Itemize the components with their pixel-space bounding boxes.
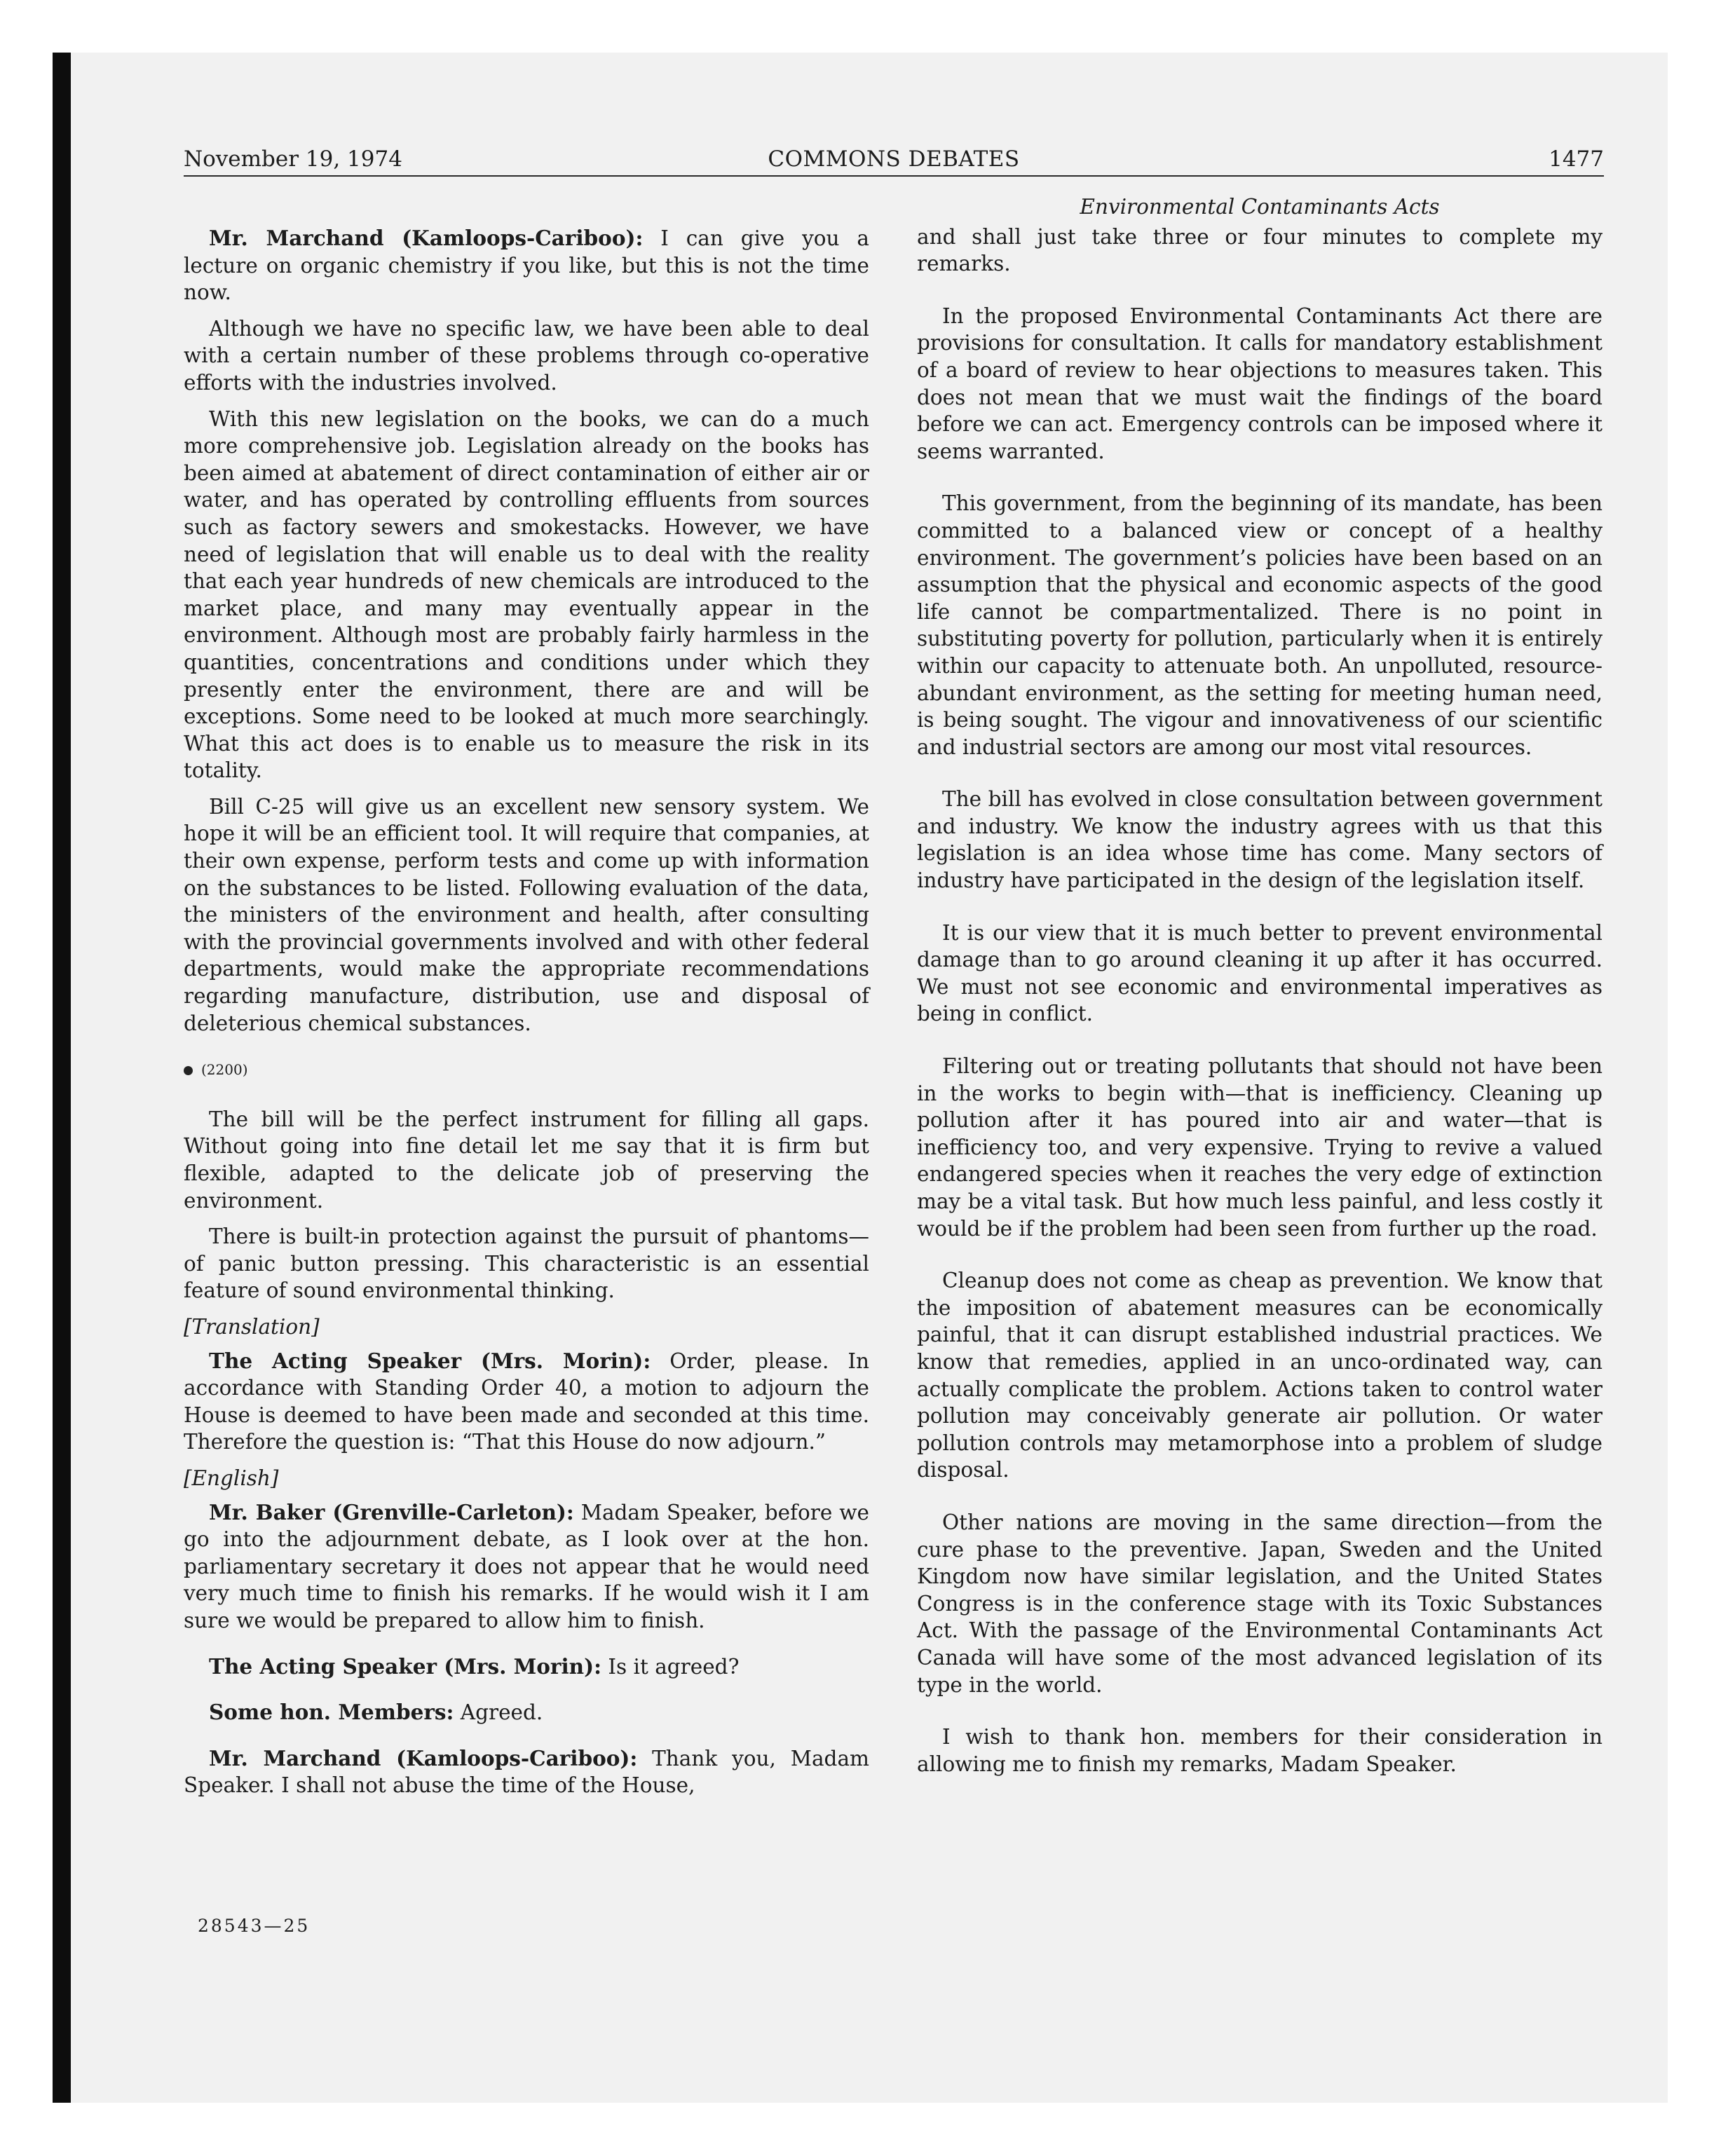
paragraph: The bill will be the perfect instrument for filling all gaps. Without going into fine detail let me say that it is firm but flexible, adapted to the delicate job of preserving the environment. [184,1107,869,1213]
speech-text: Agreed. [454,1700,543,1725]
paragraph: This government, from the beginning of its mandate, has been committed to a balanced view or concept of a healthy environment. The government’s policies have been based on an assumption that the physical and economic aspects of the good life cannot be compartmentalized. There is no point in substituting poverty for pollution, particularly when it is entirely within our capacity to attenuate both. An unpolluted, resource-abundant environment, as the setting for meeting human need, is being sought. The vigour and innovativeness of our scientific and industrial sectors are among our most vital resources. [917,491,1603,759]
paragraph: Bill C-25 will give us an excellent new sensory system. We hope it will be an efficient tool. It will require that companies, at their own expense, perform tests and come up with information on the substances to be listed. Following evaluation of the data, the ministers of the environment and health, after consulting with the provincial governments involved and with other federal departments, would make the appropriate recommendations regarding manufacture, distribution, use and disposal of deleterious chemical substances. [184,794,869,1035]
column-spacer [184,1644,869,1653]
section-title: Environmental Contaminants Acts [1080,195,1440,219]
header-page-number: 1477 [1549,146,1604,172]
speaker-name: Mr. Marchand (Kamloops-Cariboo): [209,1745,638,1770]
translation-tag: [Translation] [184,1314,320,1339]
speech-text: Order, please. In accordance with Standing Order 40, a motion to adjourn the House is deemed to have been made and seconded at this time. Therefore the question is: “That this House do now adjourn.” [184,1349,869,1454]
speech-text: Is it agreed? [601,1654,740,1679]
paragraph: and shall just take three or four minutes to complete my remarks. [917,224,1603,276]
header-publication: COMMONS DEBATES [768,146,1020,172]
time-marker [184,1056,869,1084]
paragraph [184,1653,869,1681]
column-spacer [184,1689,869,1699]
speech-text: Thank you, Madam Speaker. I shall not abuse the time of the House, [184,1746,869,1798]
speaker-name: Mr. Marchand (Kamloops-Cariboo): [209,226,644,250]
paragraph [184,1348,869,1456]
running-head [184,144,1604,175]
left-column [184,193,869,1808]
header-date: November 19, 1974 [184,146,402,172]
time-marker-text: (2200) [201,1061,248,1079]
paragraph [184,225,869,306]
bullet-icon [184,1066,193,1075]
footer-code: 28543—25 [198,1916,311,1936]
paragraph [184,1745,869,1799]
scan-border [53,53,71,2103]
column-spacer [184,193,869,225]
speaker-name: The Acting Speaker (Mrs. Morin): [209,1348,651,1373]
paragraph: Cleanup does not come as cheap as prevention. We know that the imposition of abatement measures can be economically painful, that it can disrupt established industrial practices. We know that remedies, applied in an unco-ordinated way, can actually complicate the problem. Actions taken to control water pollution may conceivably generate air pollution. Or water pollution controls may metamorphose into a problem of sludge disposal. [917,1269,1603,1482]
speaker-name: Some hon. Members: [209,1700,454,1725]
paragraph [184,1499,869,1635]
paragraph: The bill has evolved in close consultation between government and industry. We know the industry agrees with us that this legislation is an idea whose time has come. Many sectors of industry have participated in the design of the legislation itself. [917,787,1603,893]
column-spacer [184,1735,869,1745]
paragraph: Other nations are moving in the same direction—from the cure phase to the preventive. Japan, Sweden and the United Kingdom now have similar legislation, and the United States Congress is in the conference stage with its Toxic Substances Act. With the passage of the Environmental Contaminants Act Canada will have some of the most advanced legislation of its type in the world. [917,1510,1603,1697]
speaker-name: Mr. Baker (Grenville-Carleton): [209,1499,574,1524]
paragraph: Filtering out or treating pollutants that should not have been in the works to begin with—that is inefficiency. Cleaning up pollution after it has poured into air and water—that is inefficiency too, and very expensive. Trying to revive a valued endangered species when it reaches the very edge of extinction may be a vital task. But how much less painful, and less costly it would be if the problem had been seen from further up the road. [917,1054,1603,1241]
speaker-name: The Acting Speaker (Mrs. Morin): [209,1653,601,1679]
speech-text: Madam Speaker, before we go into the adjournment debate, as I look over at the hon. parliamentary secretary it does not appear that he would need very much time to finish his remarks. If he would wish it I am sure we would be prepared to allow him to finish. [184,1500,869,1632]
header-rule [184,175,1604,177]
paragraph: With this new legislation on the books, we can do a much more comprehensive job. Legislation already on the books has been aimed at abatement of direct contamination of either air or water, and has operated by controlling effluents from sources such as factory sewers and smokestacks. However, we have need of legislation that will enable us to deal with the reality that each year hundreds of new chemicals are introduced to the market place, and many may eventually appear in the environment. Although most are probably fairly harmless in the quantities, concentrations and conditions under which they presently enter the environment, there are and will be exceptions. Some need to be looked at much more searchingly. What this act does is to enable us to measure the risk in its totality. [184,407,869,783]
paragraph: In the proposed Environmental Contaminants Act there are provisions for consultation. It calls for mandatory establishment of a board of review to hear objections to measures taken. This does not mean that we must wait the findings of the board before we can act. Emergency controls can be imposed where it seems warranted. [917,303,1603,463]
paragraph: There is built-in protection against the pursuit of phantoms—of panic button pressing. This characteristic is an essential feature of sound environmental thinking. [184,1224,869,1303]
paragraph: Although we have no specific law, we have been able to deal with a certain number of these problems through co-operative efforts with the industries involved. [184,316,869,395]
paragraph: I wish to thank hon. members for their consideration in allowing me to finish my remarks, Madam Speaker. [917,1725,1603,1776]
speech-text: I can give you a lecture on organic chemistry if you like, but this is not the time now. [184,226,869,305]
paragraph [184,1699,869,1726]
paragraph: It is our view that it is much better to prevent environmental damage than to go around cleaning it up after it has occurred. We must not see economic and environmental imperatives as being in conflict. [917,920,1603,1026]
right-column [917,193,1603,1803]
english-tag: [English] [184,1466,279,1490]
